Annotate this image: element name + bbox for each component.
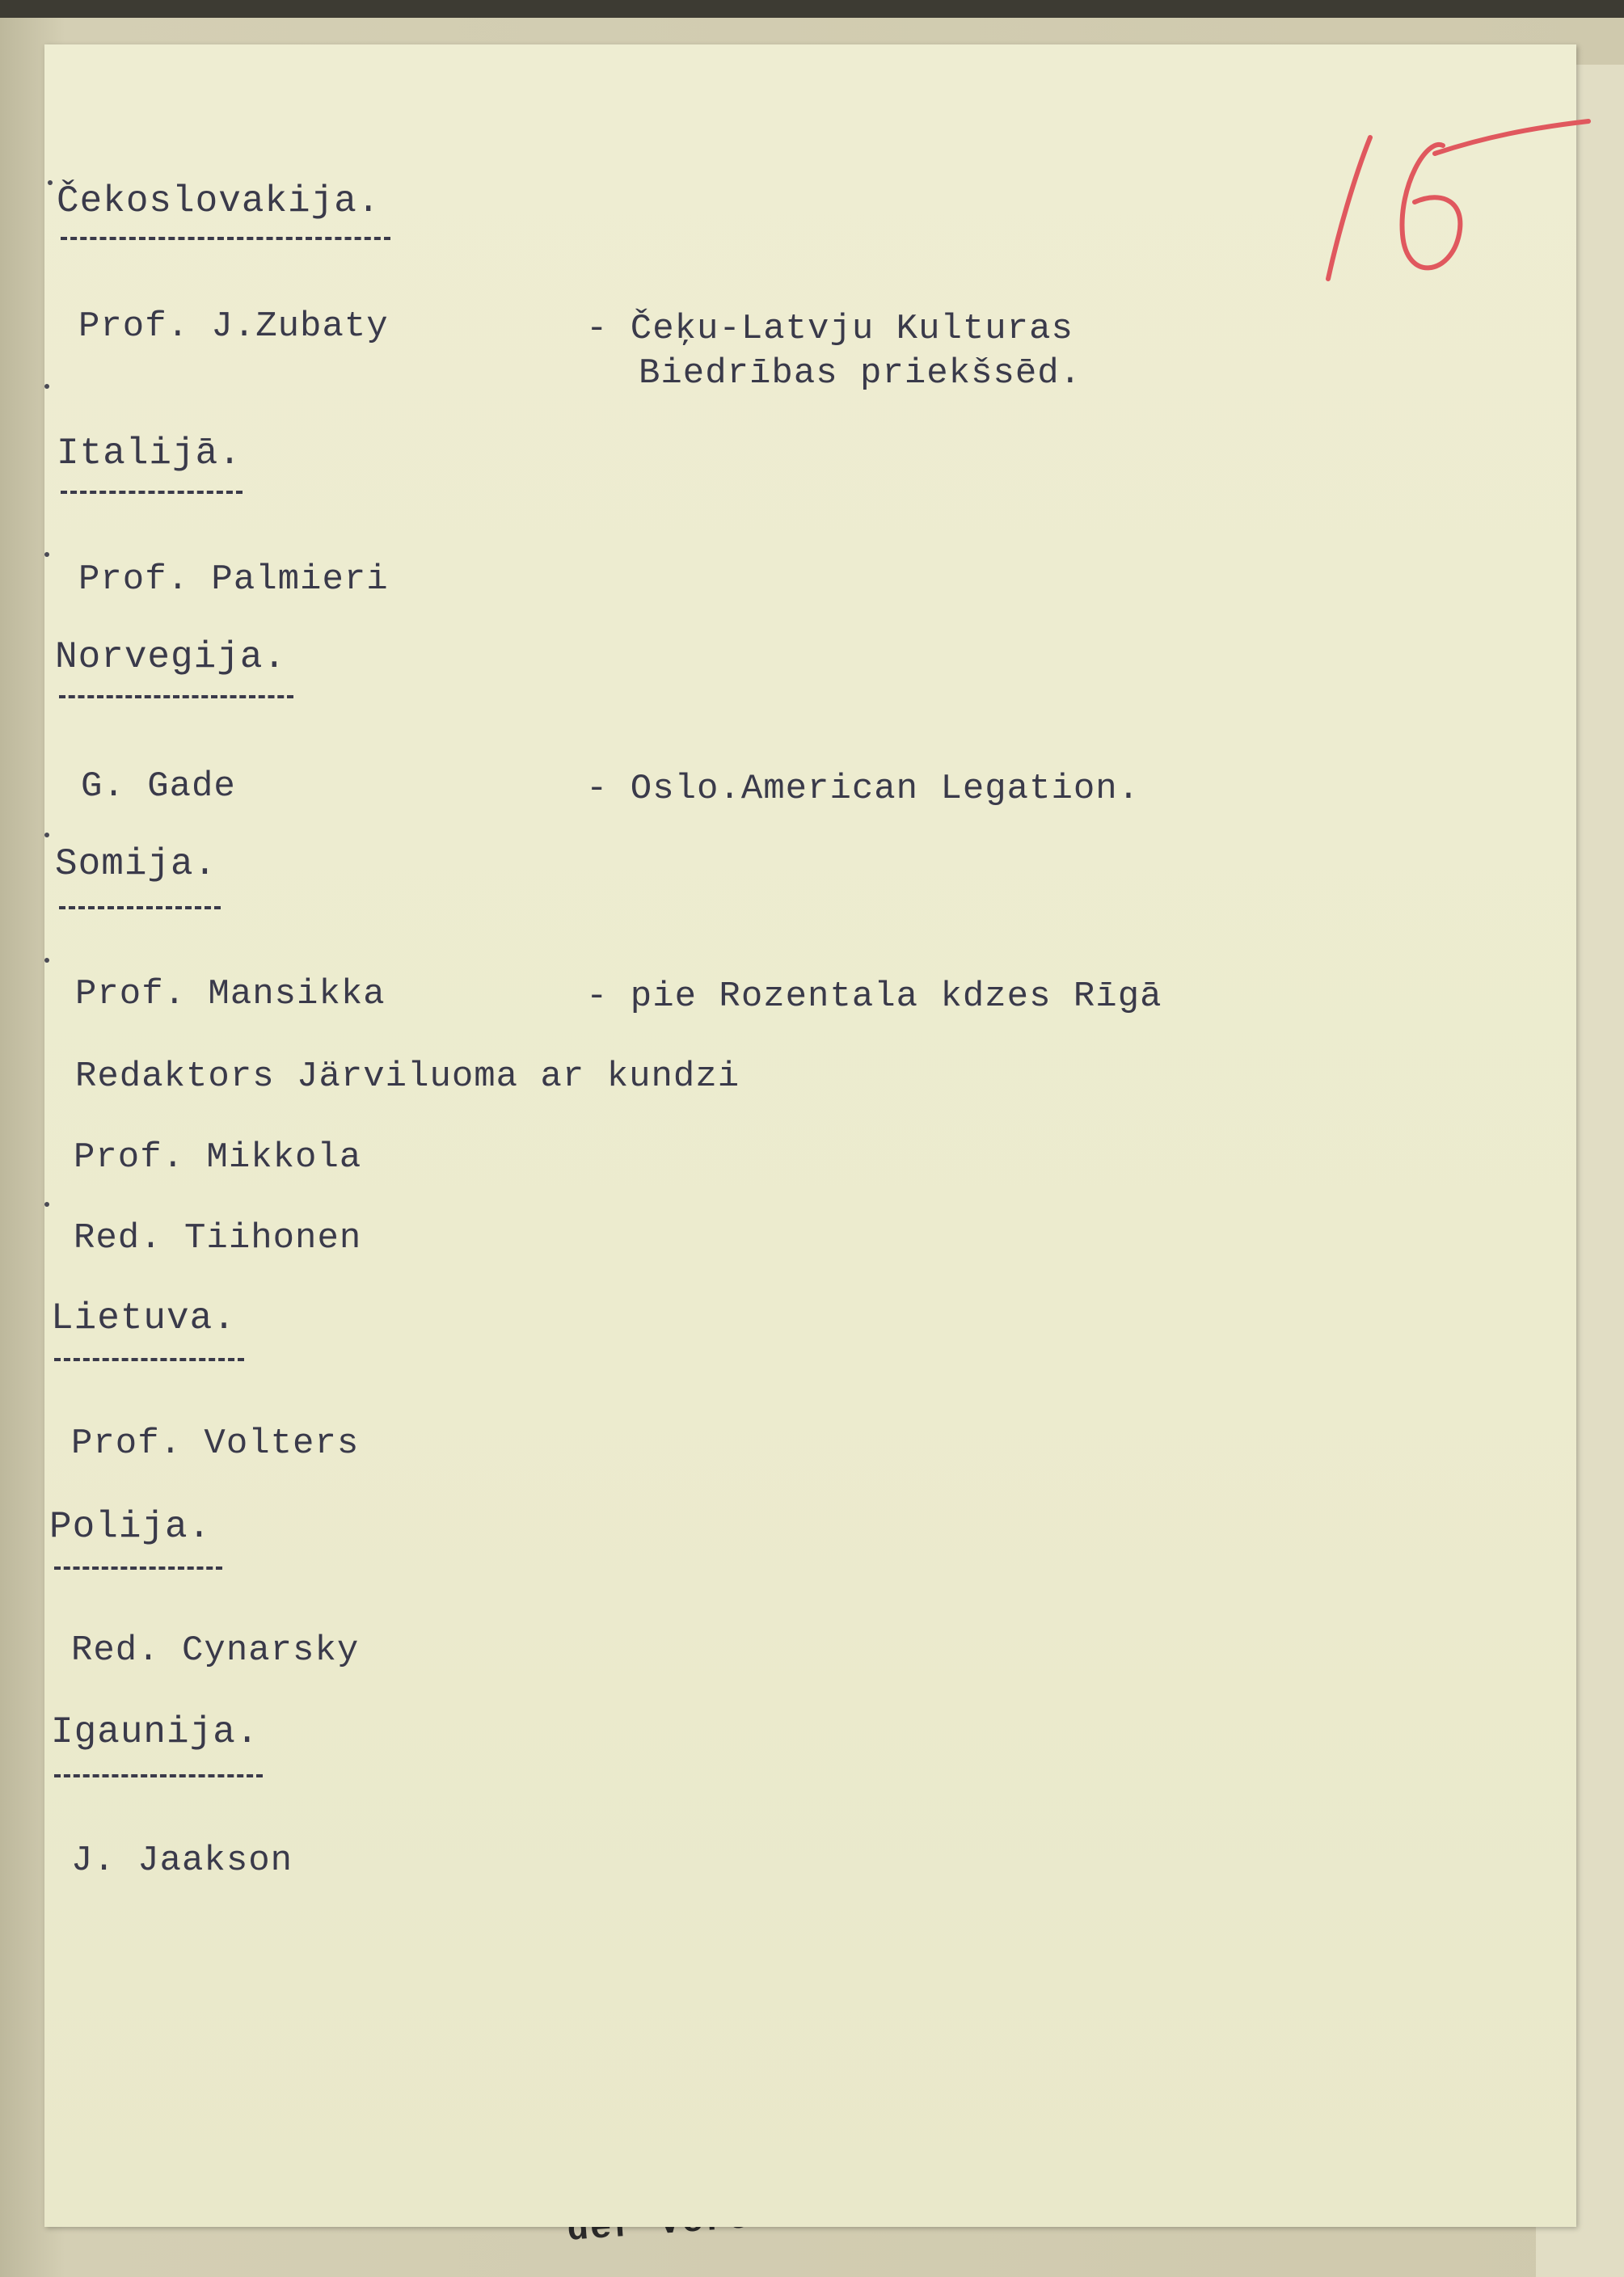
entry-note: - pie Rozentala kdzes Rīgā [586,976,1162,1017]
heading-underline [54,1774,263,1777]
entry-note-continued: Biedrības priekšsēd. [639,353,1082,394]
heading-underline [61,491,243,494]
entry-note: - Čeķu-Latvju Kulturas [586,309,1074,349]
entry-name: J. Jaakson [71,1841,293,1881]
handwritten-page-number [1322,113,1597,299]
country-heading-czechoslovakia: Čekoslovakija. [57,180,381,222]
entry-name: Prof. Mansikka [75,974,386,1014]
heading-underline [54,1358,244,1361]
entry-name: Prof. Volters [71,1423,360,1464]
entry-name: G. Gade [81,766,236,807]
entry-name: Red. Tiihonen [74,1218,362,1259]
margin-mark [44,1202,49,1207]
document-page [44,44,1576,2227]
country-heading-finland: Somija. [55,843,217,885]
heading-underline [61,237,390,240]
heading-underline [54,1566,222,1570]
country-heading-lithuania: Lietuva. [51,1297,236,1339]
entry-name: Redaktors Järviluoma ar kundzi [75,1056,740,1097]
margin-mark [44,958,49,963]
heading-underline [59,695,293,698]
scan-edge-strip [0,0,1624,18]
entry-name: Prof. Mikkola [74,1137,362,1178]
entry-name: Prof. Palmieri [78,559,389,600]
entry-note: - Oslo.American Legation. [586,769,1141,809]
heading-underline [59,906,221,909]
margin-mark [44,384,49,389]
margin-mark [44,833,49,837]
country-heading-italy: Italijā. [57,432,242,474]
margin-mark [48,180,53,185]
country-heading-estonia: Igaunija. [51,1711,259,1753]
country-heading-poland: Polija. [49,1506,212,1548]
country-heading-norway: Norvegija. [55,636,287,678]
entry-name: Red. Cynarsky [71,1630,360,1671]
margin-mark [44,552,49,557]
entry-name: Prof. J.Zubaty [78,306,389,347]
